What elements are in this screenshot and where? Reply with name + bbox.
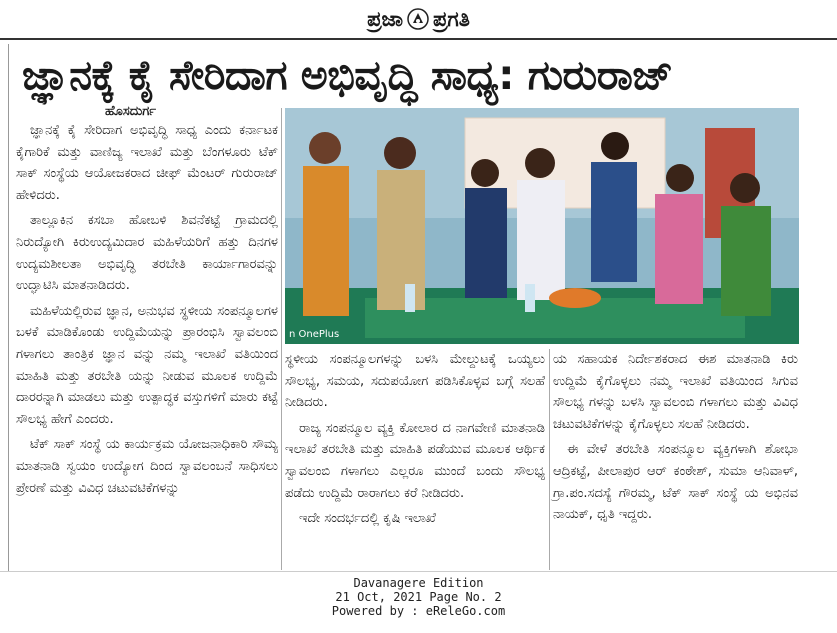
news-photo [285, 108, 799, 344]
headline: ಜ್ಞಾನಕ್ಕೆ ಕೈ ಸೇರಿದಾಗ ಅಭಿವೃದ್ಧಿ ಸಾಧ್ಯ: ಗುರುರಾಜ್ [22, 51, 673, 99]
paragraph: ಯ ಸಹಾಯಕ ನಿರ್ದೇಶಕರಾದ ಈಶ ಮಾತನಾಡಿ ಕಿರು ಉದ್ದಿಮೆ ಕೈಗೊಳ್ಳಲು ನಮ್ಮ ಇಲಾಖೆ ವತಿಯಿಂದ ಸಿಗುವ ಸೌಲಭ್ಯ ಗಳನ್ನು ಬಳಸಿ ಸ್ವಾವಲಂಬಿ ಗಳಾಗಲು ಮತ್ತು ವಿವಿಧ ಚಟುವಟಿಕೆಗಳನ್ನು ಕೈಗೊಳ್ಳಲು ಸಲಹೆ ನೀಡಿದರು. [553, 352, 798, 432]
column-divider [549, 349, 550, 570]
emblem-icon [407, 8, 429, 30]
paragraph: ಸ್ಥಳೀಯ ಸಂಪನ್ಮೂಲಗಳನ್ನು ಬಳಸಿ ಮೇಲ್ದುಟಕ್ಕೆ ಒಯ್ಯಲು ಸೌಲಭ್ಯ, ಸಮಯ, ಸದುಪಯೋಗ ಪಡಿಸಿಕೊಳ್ಳವ ಬಗ್ಗೆ ಸಲಹೆ ನೀಡಿದರು. [285, 352, 545, 411]
date-page-label: 21 Oct, 2021 Page No. 2 [335, 590, 502, 604]
paragraph: ಟೆಕ್ ಸಾಕ್ ಸಂಸ್ಥೆ ಯ ಕಾರ್ಯಕ್ರಮ ಯೋಜನಾಧಿಕಾರಿ ಸೌಮ್ಯ ಮಾತನಾಡಿ ಸ್ವಯಂ ಉದ್ಯೋಗ ದಿಂದ ಸ್ವಾವಲಂಬನೆ ಸಾಧಿಸಲು ಪ್ರೇರಣೆ ಮತ್ತು ವಿವಿಧ ಚಟುವಟಿಕೆಗಳನ್ನು [16, 437, 278, 496]
paragraph: ಈ ವೇಳೆ ತರಬೇತಿ ಸಂಪನ್ಮೂಲ ವ್ಯಕ್ತಿಗಳಾಗಿ ಶೋಭಾ ಆದ್ರಿಕಟ್ಟೆ, ಪೀಲಾಪುರ ಆರ್ ಕಂಠೇಶ್, ಸುಮಾ ಆನಿವಾಳ್, ಗ್ರಾ.ಪಂ.ಸದಸ್ಯೆ ಗೌರಮ್ಮ, ಟೆಕ್ ಸಾಕ್ ಸಂಸ್ಥೆ ಯ ಅಭಿನವ ನಾಯಕ್, ಧೃತಿ ಇದ್ದರು. [553, 442, 798, 523]
article-column-3 [553, 349, 798, 530]
photo-caption: n OnePlus [289, 329, 340, 340]
left-border [8, 44, 9, 572]
column-divider [281, 108, 282, 570]
article-column-1 [16, 120, 278, 503]
footer-divider [0, 571, 837, 572]
paragraph: ರಾಜ್ಯ ಸಂಪನ್ಮೂಲ ವ್ಯಕ್ತಿ ಕೋಲಾರ ದ ನಾಗವೇಣಿ ಮಾತನಾಡಿ ಇಲಾಖೆ ತರಬೇತಿ ಮತ್ತು ಮಾಹಿತಿ ಪಡೆಯುವ ಮೂಲಕ ಆರ್ಥಿಕ ಸ್ವಾವಲಂಬಿ ಗಳಾಗಲು ಎಲ್ಲರೂ ಮುಂದೆ ಬಂದು ಸೌಲಭ್ಯ ಪಡೆದು ಉದ್ದಿಮೆ ರಾರಾಗಲು ಕರೆ ನೀಡಿದರು. [285, 420, 545, 501]
edition-label: Davanagere Edition [353, 576, 484, 590]
paragraph: ಮಹಿಳೆಯಲ್ಲಿರುವ ಜ್ಞಾನ, ಅನುಭವ ಸ್ಥಳೀಯ ಸಂಪನ್ಮೂಲಗಳ ಬಳಕೆ ಮಾಡಿಕೊಂಡು ಉದ್ದಿಮೆಯನ್ನು ಪ್ರಾರಂಭಿಸಿ ಸ್ವಾವಲಂಬಿ ಗಳಾಗಲು ತಾಂತ್ರಿಕ ಜ್ಞಾನ ವನ್ನು ನಮ್ಮ ಇಲಾಖೆ ವತಿಯಿಂದ ಮಾಹಿತಿ ಮತ್ತು ತರಬೇತಿ ಯನ್ನು ನೀಡುವ ಮೂಲಕ ಉದ್ದಿಮೆ ದಾರರನ್ನಾಗಿ ಮಾಡಲು ಮತ್ತು ಉತ್ಪಾದ್ಧಕ ವಸ್ತುಗಳಿಗೆ ಮಾರು ಕಟ್ಟೆ ಸೌಲಭ್ಯ ಹೇಗೆ ಎಂದರು. [16, 303, 278, 427]
masthead-left: ಪ್ರಜಾ [367, 6, 404, 31]
photo-illustration [285, 108, 799, 344]
masthead-divider [0, 38, 837, 40]
footer [0, 576, 837, 618]
powered-by-link[interactable]: Powered by : eReleGo.com [331, 604, 506, 618]
masthead [0, 0, 837, 38]
paragraph: ಇದೇ ಸಂದರ್ಭದಲ್ಲಿ ಕೃಷಿ ಇಲಾಖೆ [299, 511, 436, 527]
paragraph: ತಾಲ್ಲೂಕಿನ ಕಸಬಾ ಹೋಬಳಿ ಶಿವನೆಕಟ್ಟೆ ಗ್ರಾಮದಲ್ಲಿ ನಿರುದ್ಯೋಗಿ ಕಿರುಉದ್ಯಮಿದಾರ ಮಹಿಳೆಯರಿಗೆ ಹತ್ತು ದಿನಗಳ ಉದ್ಯಮಶೀಲತಾ ಅಭಿವೃದ್ಧಿ ತರಬೇತಿ ಕಾರ್ಯಾಗಾರವನ್ನು ಉದ್ಘಾಟಿಸಿ ಮಾತನಾಡಿದರು. [16, 213, 278, 294]
article-column-2 [285, 349, 545, 534]
dateline: ಹೊಸದುರ್ಗ [105, 104, 157, 119]
paragraph: ಜ್ಞಾನಕ್ಕೆ ಕೈ ಸೇರಿದಾಗ ಅಭಿವೃದ್ಧಿ ಸಾಧ್ಯ ಎಂದು ಕರ್ನಾಟಕ ಕೈಗಾರಿಕೆ ಮತ್ತು ವಾಣಿಜ್ಯ ಇಲಾಖೆ ಮತ್ತು ಬೆಂಗಳೂರು ಟೆಕ್ ಸಾಕ್ ಸಂಸ್ಥೆಯ ಆಯೋಜಕರಾದ ಚೀಫ್ ಮೆಂಟರ್ ಗುರುರಾಜ್ ಹೇಳಿದರು. [16, 123, 278, 203]
masthead-right: ಪ್ರಗತಿ [433, 6, 470, 31]
